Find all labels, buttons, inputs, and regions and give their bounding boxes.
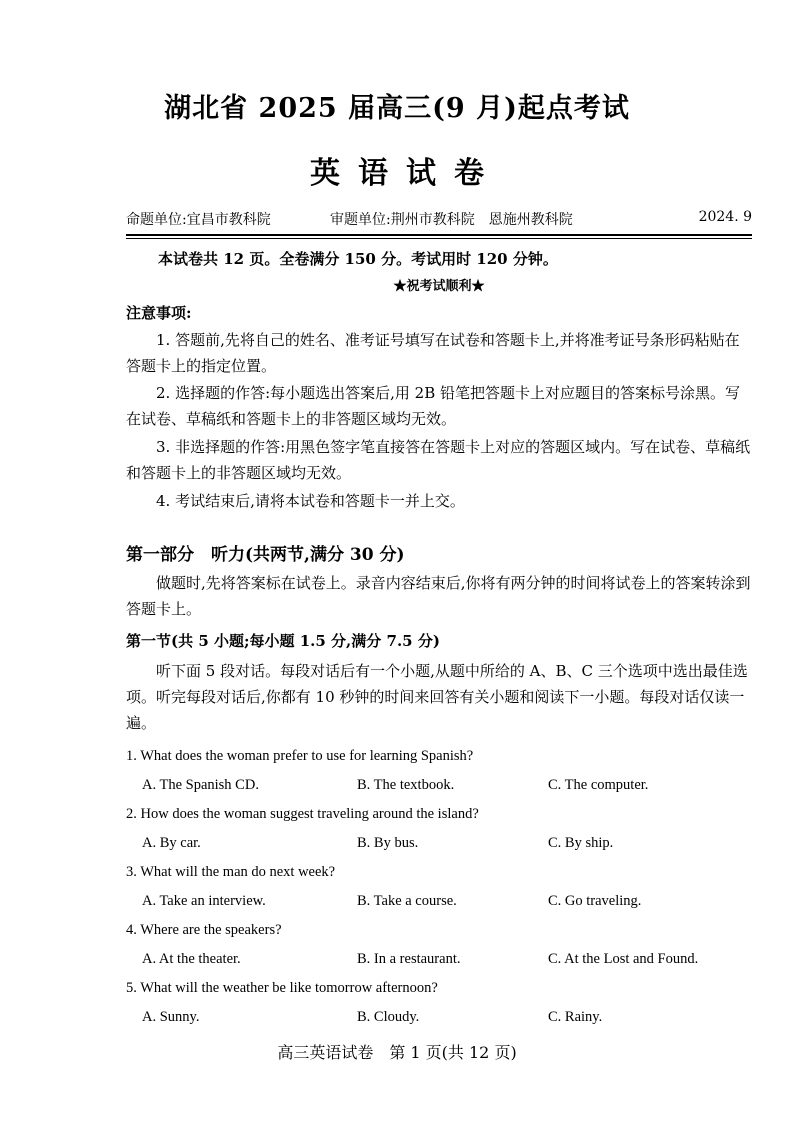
option-a: A. The Spanish CD.: [142, 777, 259, 793]
reviewer-unit: 审题单位:荆州市教科院 恩施州教科院: [330, 212, 573, 228]
part-instruction: 做题时,先将答案标在试卷上。录音内容结束后,你将有两分钟的时间将试卷上的答案转涂到答题卡上。: [126, 574, 751, 618]
exam-info: 本试卷共 12 页。全卷满分 150 分。考试用时 120 分钟。: [158, 250, 558, 268]
exam-subject: 英语试卷: [310, 156, 502, 191]
option-b: B. Take a course.: [357, 893, 457, 909]
question-stem: 5. What will the weather be like tomorrow afternoon?: [126, 980, 438, 996]
exam-title: 湖北省 2025 届高三(9 月)起点考试: [164, 93, 630, 124]
question-stem: 3. What will the man do next week?: [126, 864, 336, 880]
option-c: C. Rainy.: [548, 1009, 603, 1025]
page-footer: 高三英语试卷 第 1 页(共 12 页): [277, 1043, 517, 1062]
option-a: A. Sunny.: [142, 1009, 200, 1025]
header-divider-thin: [126, 238, 752, 239]
question-stem: 2. How does the woman suggest traveling around the island?: [126, 806, 479, 822]
part-heading: 第一部分 听力(共两节,满分 30 分): [126, 545, 405, 565]
option-c: C. At the Lost and Found.: [548, 951, 699, 967]
option-b: B. In a restaurant.: [357, 951, 461, 967]
section-heading: 第一节(共 5 小题;每小题 1.5 分,满分 7.5 分): [126, 632, 440, 650]
option-a: A. At the theater.: [142, 951, 241, 967]
option-a: A. Take an interview.: [142, 893, 266, 909]
option-b: B. The textbook.: [357, 777, 455, 793]
option-a: A. By car.: [142, 835, 201, 851]
question-stem: 1. What does the woman prefer to use for learning Spanish?: [126, 748, 474, 764]
section-instruction: 听下面 5 段对话。每段对话后有一个小题,从题中所给的 A、B、C 三个选项中选出最佳选项。听完每段对话后,你都有 10 秒钟的时间来回答有关小题和阅读下一小题。每段对话仅读一遍。: [126, 662, 748, 732]
option-b: B. Cloudy.: [357, 1009, 420, 1025]
note-item: 4. 考试结束后,请将本试卷和答题卡一并上交。: [156, 492, 465, 510]
compiler-unit: 命题单位:宜昌市教科院: [126, 212, 271, 228]
notes-title: 注意事项:: [126, 304, 192, 322]
exam-date: 2024. 9: [698, 209, 752, 225]
option-c: C. By ship.: [548, 835, 614, 851]
note-item: 1. 答题前,先将自己的姓名、准考证号填写在试卷和答题卡上,并将准考证号条形码粘贴在答题卡上的指定位置。: [126, 331, 740, 375]
option-c: C. Go traveling.: [548, 893, 642, 909]
option-b: B. By bus.: [357, 835, 419, 851]
good-luck-wish: ★祝考试顺利★: [393, 279, 485, 294]
option-c: C. The computer.: [548, 777, 649, 793]
header-divider: [126, 234, 752, 236]
note-item: 3. 非选择题的作答:用黑色签字笔直接答在答题卡上对应的答题区域内。写在试卷、草稿纸和答题卡上的非答题区域均无效。: [126, 438, 751, 482]
note-item: 2. 选择题的作答:每小题选出答案后,用 2B 铅笔把答题卡上对应题目的答案标号涂黑。写在试卷、草稿纸和答题卡上的非答题区域均无效。: [126, 384, 741, 428]
credits-line: [126, 209, 752, 229]
question-stem: 4. Where are the speakers?: [126, 922, 282, 938]
